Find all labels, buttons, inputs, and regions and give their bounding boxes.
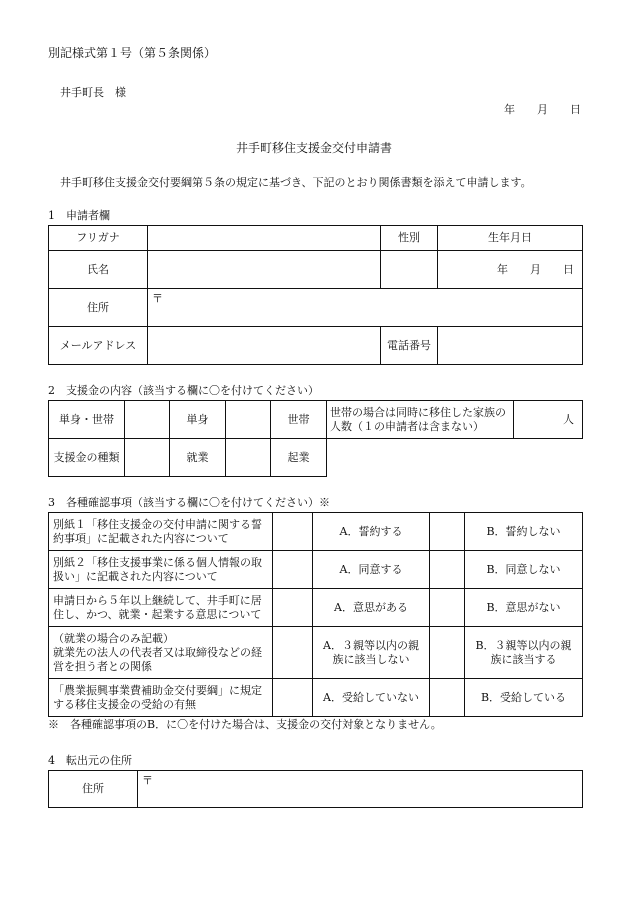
form-label: 別記様式第１号（第５条関係） (48, 46, 217, 60)
family-note (327, 401, 514, 439)
option-a-label: A．３親等以内の親 族に該当しない (313, 627, 430, 679)
type-label: 支援金の種類 (49, 439, 125, 477)
option-a-check-cell[interactable] (273, 679, 313, 717)
family-label: 世帯 (271, 401, 327, 439)
option-b-label: B．３親等以内の親 族に該当する (465, 627, 583, 679)
furigana-field[interactable] (148, 226, 381, 251)
single-label: 単身 (170, 401, 226, 439)
family-note-line1: 世帯の場合は同時に移住した家族の (330, 405, 506, 419)
table-row (49, 513, 583, 551)
section3-heading: 3 各種確認事項（該当する欄に〇を付けてください）※ (48, 496, 330, 509)
option-a-label: A．受給していない (313, 679, 430, 717)
option-a-label: A．意思がある (313, 589, 430, 627)
family-count-field[interactable]: 人 (514, 401, 583, 439)
table-row (49, 627, 583, 679)
name-field[interactable] (148, 251, 381, 289)
option-a-check-cell[interactable] (273, 627, 313, 679)
email-field[interactable] (148, 327, 381, 365)
address-field[interactable] (148, 289, 583, 327)
address-label: 住所 (49, 289, 148, 327)
intro-text: 井手町移住支援金交付要綱第５条の規定に基づき、下記のとおり関係書類を添えて申請します。 (60, 176, 532, 189)
confirm-question: 別紙１「移住支援金の交付申請に関する誓 約事項」に記載された内容について (49, 513, 273, 551)
option-b-check-cell[interactable] (430, 589, 465, 627)
birthdate-field[interactable]: 年 月 日 (438, 251, 583, 289)
form-title: 井手町移住支援金交付申請書 (236, 141, 393, 155)
option-b-check-cell[interactable] (430, 627, 465, 679)
option-b-label: B．意思がない (465, 589, 583, 627)
option-a-check-cell[interactable] (273, 551, 313, 589)
option-b-check-cell[interactable] (430, 679, 465, 717)
postal-mark: 〒 (142, 774, 153, 787)
type-check-cell[interactable] (125, 439, 170, 477)
option-b-label: B．誓約しない (465, 513, 583, 551)
previous-address-table (48, 770, 583, 808)
section1-heading: 1 申請者欄 (48, 209, 110, 222)
confirmation-table (48, 512, 583, 717)
option-a-check-cell[interactable] (273, 513, 313, 551)
support-content-table (48, 400, 583, 477)
phone-field[interactable] (438, 327, 583, 365)
phone-label: 電話番号 (381, 327, 438, 365)
furigana-label: フリガナ (49, 226, 148, 251)
previous-address-field[interactable] (138, 771, 583, 808)
previous-address-label: 住所 (49, 771, 138, 808)
option-a-label: A．同意する (313, 551, 430, 589)
option-a-label: A．誓約する (313, 513, 430, 551)
option-b-label: B．受給している (465, 679, 583, 717)
option-b-check-cell[interactable] (430, 513, 465, 551)
birthdate-label: 生年月日 (438, 226, 583, 251)
family-note-line2: 人数（１の申請者は含まない） (330, 419, 484, 433)
table-row (49, 589, 583, 627)
empty-cell (327, 439, 514, 477)
application-date[interactable]: 年 月 日 (504, 103, 581, 116)
startup-label: 起業 (271, 439, 327, 477)
single-check-cell[interactable] (226, 401, 271, 439)
section4-heading: 4 転出元の住所 (48, 754, 132, 767)
option-b-check-cell[interactable] (430, 551, 465, 589)
confirm-question: （就業の場合のみ記載） 就業先の法人の代表者又は取締役などの経 営を担う者との関係 (49, 627, 273, 679)
name-label: 氏名 (49, 251, 148, 289)
empty-cell (514, 439, 583, 477)
table-row (49, 679, 583, 717)
household-label: 単身・世帯 (49, 401, 125, 439)
option-b-label: B．同意しない (465, 551, 583, 589)
addressee: 井手町長 様 (60, 86, 126, 99)
gender-field[interactable] (381, 251, 438, 289)
section2-heading: 2 支援金の内容（該当する欄に〇を付けてください） (48, 384, 319, 397)
gender-label: 性別 (381, 226, 438, 251)
confirm-question: 「農業振興事業費補助金交付要綱」に規定 する移住支援金の受給の有無 (49, 679, 273, 717)
postal-mark: 〒 (152, 292, 163, 305)
employment-check-cell[interactable] (226, 439, 271, 477)
applicant-table (48, 225, 583, 365)
table-row (49, 551, 583, 589)
household-check-cell[interactable] (125, 401, 170, 439)
confirm-question: 別紙２「移住支援事業に係る個人情報の取 扱い」に記載された内容について (49, 551, 273, 589)
confirm-question: 申請日から５年以上継続して、井手町に居 住し、かつ、就業・起業する意思について (49, 589, 273, 627)
confirmation-note: ※ 各種確認事項のB．に〇を付けた場合は、支援金の交付対象となりません。 (48, 718, 442, 731)
employment-label: 就業 (170, 439, 226, 477)
option-a-check-cell[interactable] (273, 589, 313, 627)
email-label: メールアドレス (49, 327, 148, 365)
